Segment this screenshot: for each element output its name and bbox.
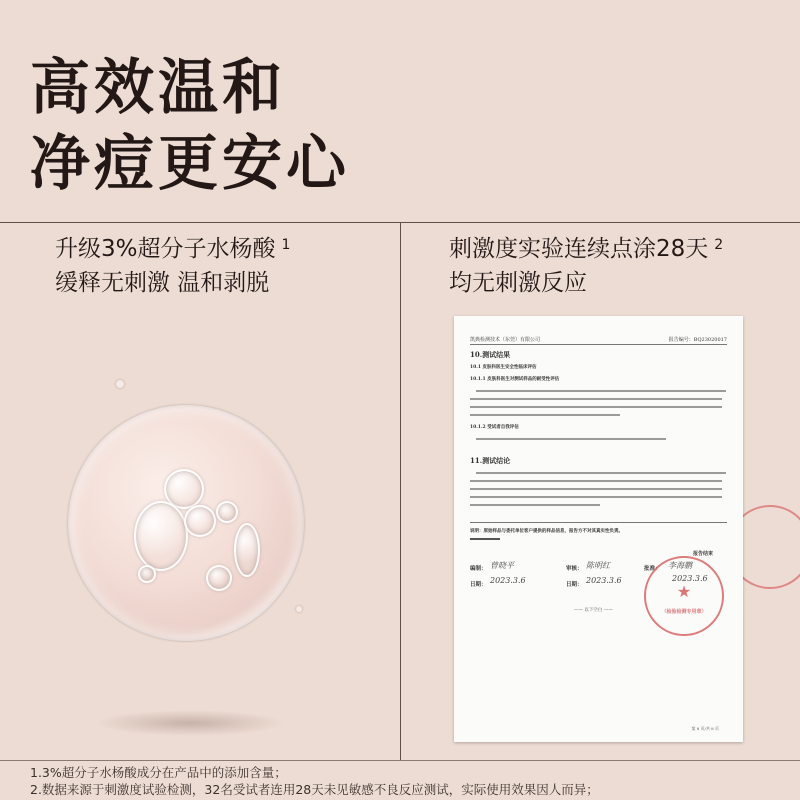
report-section-10: 10.测试结果 [470,350,511,359]
date-label: 日期： [470,582,487,588]
gel-shadow [95,710,285,736]
approver-label: 批准： [644,566,661,572]
report-text-line [470,414,620,416]
gel-speck [116,380,124,388]
feature-right-title: 刺激度实验连续点涂28天 [449,236,709,262]
seal-text: （检验检测专用章） [661,609,707,615]
editor-date: 2023.3.6 [490,576,526,585]
bubble [234,523,260,577]
report-end-label: 报告结束 [692,551,713,557]
report-text-line [470,504,600,506]
report-text-line [476,472,726,474]
editor-signature: 曾晓平 [490,561,514,570]
feature-left-subtitle: 缓释无刺激 温和剥脱 [55,270,270,296]
headline [30,50,350,202]
report-text-line [470,480,722,482]
report-text-line [470,488,722,490]
footnote-2: 2.数据来源于刺激度试验检测，32名受试者连用28天未见敏感不良反应测试，实际使用效果因人而异； [30,782,599,797]
report-note-rule [470,522,727,523]
official-seal-icon: ★ （检验检测专用章） [644,556,724,636]
bubble [138,565,156,583]
footnote-ref-2: 2 [714,237,724,253]
footer-divider [0,760,800,761]
editor-label: 编制： [470,566,487,572]
reviewer-date: 2023.3.6 [586,576,622,585]
report-company: 凯典检测技术（东莞）有限公司 [470,337,541,343]
date-label: 日期： [566,582,583,588]
report-text-line [470,496,722,498]
feature-left-title: 升级3%超分子水杨酸 [55,236,276,262]
feature-right-subtitle: 均无刺激反应 [449,270,587,296]
report-text-line [476,390,726,392]
headline-line-2: 净痘更安心 [30,129,350,199]
reviewer-label: 审核： [566,566,583,572]
report-subsection: 10.1 皮肤科医生安全性临床评估 [470,365,537,370]
report-page-number: 第 8 页/共 8 页 [691,726,719,731]
report-header-rule [470,344,727,345]
vertical-divider [400,222,401,760]
test-report-document [454,316,743,742]
report-subsection: 10.1.2 受试者自我评估 [470,425,519,430]
report-number: 报告编号：BQ23020017 [668,337,727,343]
footnotes [30,764,599,798]
bubble [184,505,216,537]
bubble [206,565,232,591]
footnote-ref-1: 1 [281,237,291,253]
report-subsection: 10.1.1 皮肤科医生对测试样品的耐受性评估 [470,377,560,382]
gel-speck [296,606,302,612]
report-text-line [470,398,722,400]
feature-irritation-test [449,232,723,300]
bubble [216,501,238,523]
approver-signature: 李海鹏 [668,561,692,570]
report-header [470,336,727,343]
report-text-line [476,438,666,440]
footnote-1: 1.3%超分子水杨酸成分在产品中的添加含量； [30,765,287,780]
reviewer-signature: 陈明红 [586,561,610,570]
report-section-11: 11.测试结论 [470,456,511,465]
report-text-line [470,538,500,540]
report-blank-marker: —— 以下空白 —— [574,608,613,613]
approver-date: 2023.3.6 [672,574,708,583]
report-note: 说明：原始样品与委托单位客户提供的样品信息，报告方不对其真实性负责。 [470,529,623,534]
bubble [134,501,188,571]
headline-line-1: 高效温和 [30,53,286,123]
report-text-line [470,406,722,408]
feature-salicylic-acid [55,232,290,300]
gel-droplet-image [68,405,304,641]
